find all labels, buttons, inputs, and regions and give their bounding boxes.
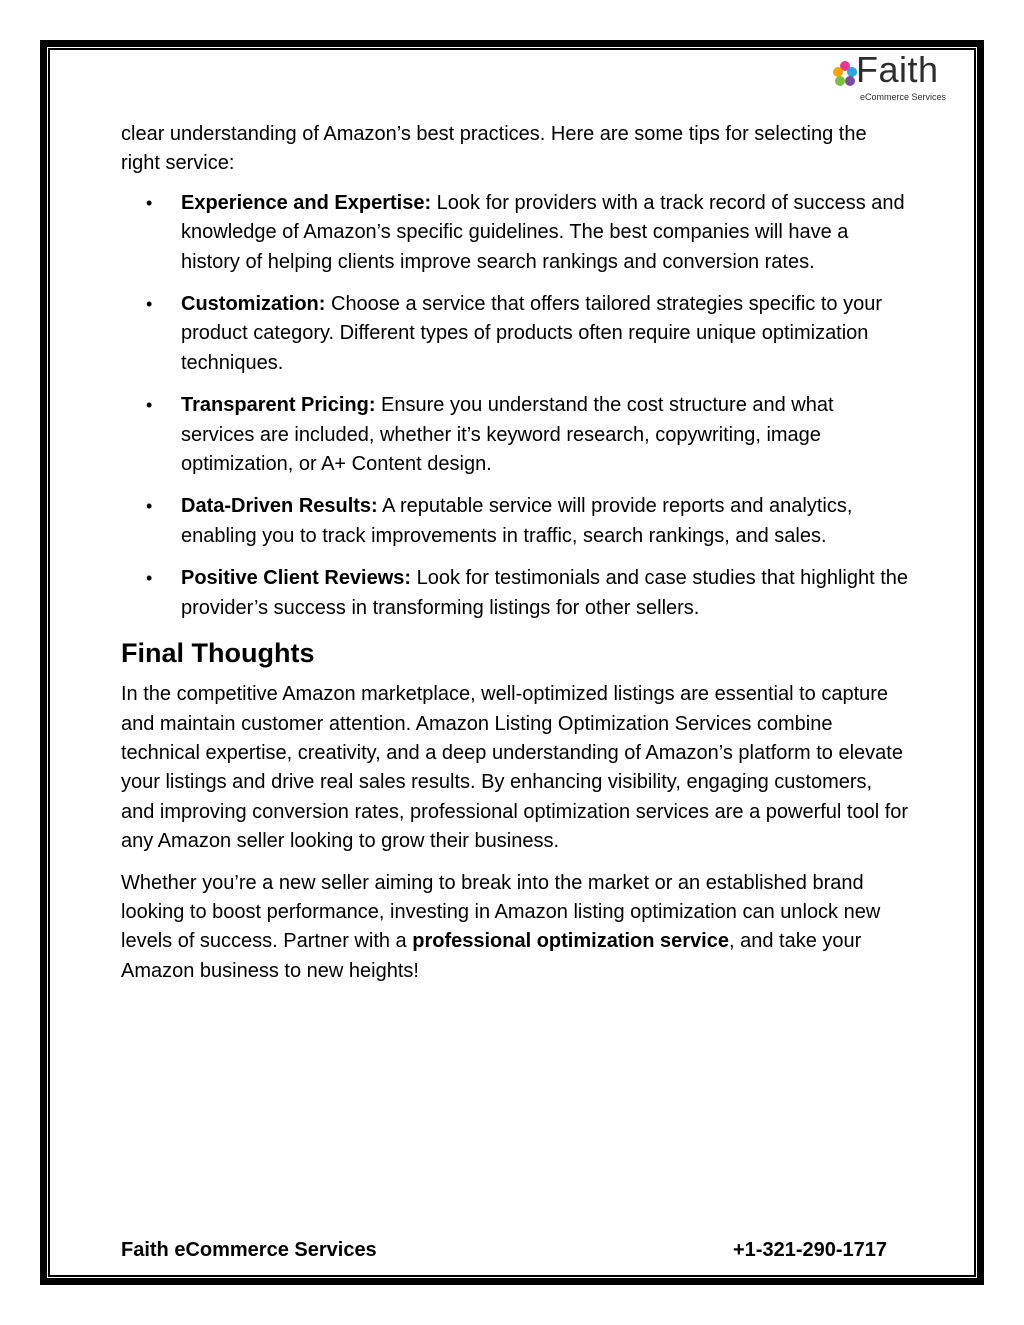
bullet-icon: •	[146, 395, 153, 416]
faith-logo	[832, 49, 952, 104]
intro-paragraph: clear understanding of Amazon’s best practices. Here are some tips for selecting the right service:	[121, 123, 867, 175]
tip-text: Choose a service that offers tailored strategies specific to your product category. Different types of products often require unique optimization techniques.	[181, 293, 883, 374]
tip-term: Customization:	[181, 293, 326, 316]
logo-tagline: eCommerce Services	[860, 92, 947, 102]
tip-term: Data-Driven Results:	[181, 495, 378, 518]
tip-term: Positive Client Reviews:	[181, 567, 412, 590]
document-body	[121, 120, 911, 998]
tips-list	[121, 189, 911, 623]
tip-item	[121, 391, 911, 479]
bullet-icon: •	[146, 568, 153, 589]
tip-text: Ensure you understand the cost structure and what services are included, whether it’s keyword research, copywriting, image optimization, or A+ Content design.	[181, 394, 834, 476]
closing-text-start: Whether you’re a new seller aiming to break into the market or an established brand looking to boost performance, investing in Amazon listing optimization can unlock new levels of success. Partner with a	[121, 871, 881, 953]
tip-term: Transparent Pricing:	[181, 394, 376, 417]
bullet-icon: •	[146, 496, 153, 517]
bullet-icon: •	[146, 294, 153, 315]
tip-item	[121, 290, 911, 378]
bullet-icon: •	[146, 192, 153, 213]
footer-company: Faith eCommerce Services	[121, 1239, 377, 1261]
tip-item	[121, 564, 911, 623]
section-heading: Final Thoughts	[121, 638, 315, 669]
tip-text: A reputable service will provide reports and analytics, enabling you to track improvements in traffic, search rankings, and sales.	[181, 495, 853, 547]
footer-phone: +1-321-290-1717	[732, 1239, 887, 1261]
conclusion-paragraph: In the competitive Amazon marketplace, well-optimized listings are essential to capture and maintain customer attention. Amazon Listing Optimization Services combine technical expertise, creativity, and a deep understanding of Amazon’s platform to elevate your listings and drive real sales results. By enhancing visibility, engaging customers, and improving conversion rates, professional optimization services are a powerful tool for any Amazon seller looking to grow their business.	[121, 683, 909, 853]
tip-item	[121, 492, 911, 551]
closing-text-bold: professional optimization service	[412, 930, 729, 953]
tip-term: Experience and Expertise:	[181, 191, 432, 214]
logo-wordmark: Faith	[856, 49, 939, 90]
tip-item	[121, 189, 911, 277]
closing-text-end: , and take your Amazon business to new heights!	[121, 930, 862, 982]
closing-paragraph	[121, 869, 911, 987]
flower-logo-icon	[832, 60, 858, 90]
tip-text: Look for providers with a track record of success and knowledge of Amazon’s specific guidelines. The best companies will have a history of helping clients improve search rankings and conversion rates.	[181, 191, 905, 273]
tip-text: Look for testimonials and case studies that highlight the provider’s success in transforming listings for other sellers.	[181, 567, 909, 619]
